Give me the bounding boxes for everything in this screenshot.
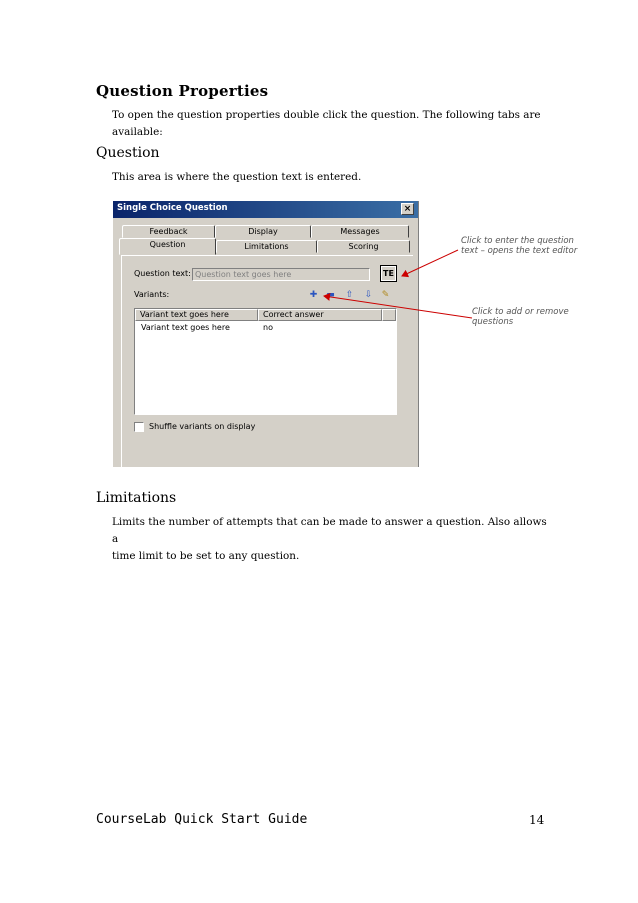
callout-te-line-1: Click to enter the question	[461, 236, 574, 246]
section-title-question: Question	[96, 145, 160, 161]
arrow-to-add-icon	[324, 296, 472, 318]
variants-label: Variants:	[134, 290, 170, 299]
column-header-correct[interactable]: Correct answer	[258, 309, 382, 321]
page-number: 14	[529, 813, 545, 827]
tab-question[interactable]: Question	[119, 238, 216, 255]
callout-te-line-2: text – opens the text editor	[461, 246, 578, 256]
move-up-icon[interactable]: ⇧	[345, 290, 354, 300]
page-heading: Question Properties	[96, 82, 269, 100]
question-text-input[interactable]: Question text goes here	[192, 268, 370, 281]
callout-add-line-2: questions	[472, 317, 514, 327]
tab-limitations[interactable]: Limitations	[216, 240, 317, 253]
edit-icon[interactable]: ✎	[381, 290, 390, 300]
column-header-variant[interactable]: Variant text goes here	[135, 309, 258, 321]
callout-add	[472, 307, 569, 327]
section-text-limitations	[112, 514, 552, 565]
tab-feedback[interactable]: Feedback	[122, 225, 215, 238]
dialog-title: Single Choice Question	[117, 203, 228, 213]
tab-messages[interactable]: Messages	[311, 225, 409, 238]
remove-icon[interactable]: ▬	[326, 290, 335, 300]
limitations-line-2: time limit to be set to any question.	[112, 550, 300, 562]
add-icon[interactable]: ✚	[309, 290, 318, 300]
footer-title: CourseLab Quick Start Guide	[96, 812, 308, 827]
row-correct-answer: no	[263, 323, 273, 332]
intro-line-2: available:	[112, 126, 163, 138]
text-editor-button[interactable]: TE	[380, 265, 397, 282]
section-text-question: This area is where the question text is entered.	[112, 171, 362, 183]
question-text-label: Question text:	[134, 269, 191, 278]
intro-line-1: To open the question properties double click the question. The following tabs are	[112, 109, 541, 121]
callout-add-line-1: Click to add or remove	[472, 307, 569, 317]
callout-te	[461, 236, 577, 256]
tab-display[interactable]: Display	[215, 225, 311, 238]
limitations-line-1: Limits the number of attempts that can be made to answer a question. Also allows a	[112, 516, 547, 545]
arrow-to-te-button	[402, 250, 458, 276]
move-down-icon[interactable]: ⇩	[364, 290, 373, 300]
section-title-limitations: Limitations	[96, 490, 177, 506]
row-variant-text: Variant text goes here	[141, 323, 230, 332]
tab-scoring[interactable]: Scoring	[317, 240, 410, 253]
close-button[interactable]: ×	[401, 203, 414, 215]
shuffle-label: Shuffle variants on display	[149, 422, 256, 431]
